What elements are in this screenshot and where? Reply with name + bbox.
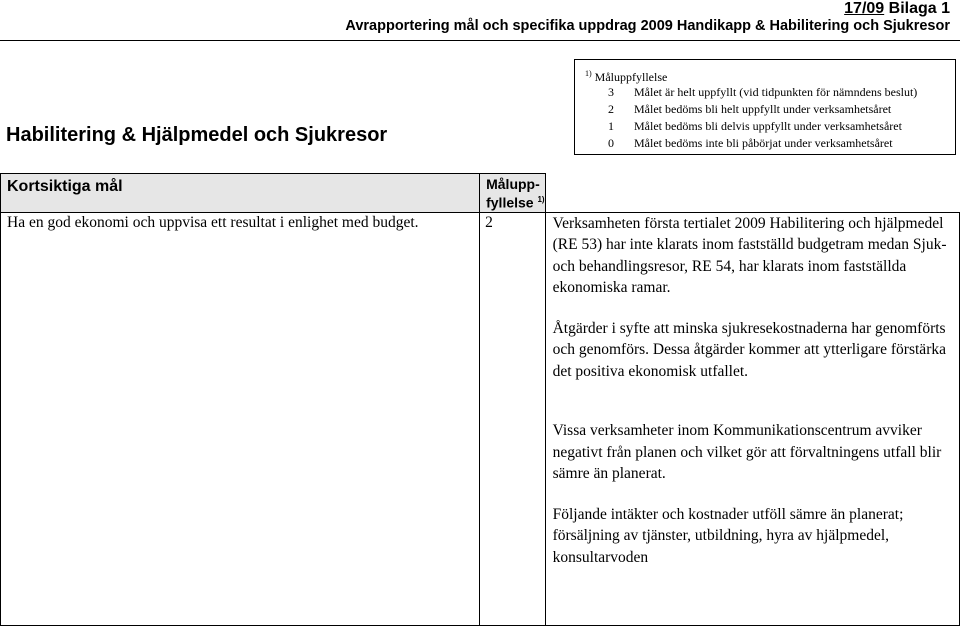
goal-fulfillment-legend	[574, 59, 956, 155]
legend-row	[608, 118, 902, 134]
page-title: Habilitering & Hjälpmedel och Sjukresor	[6, 124, 388, 146]
legend-row-text: Målet bedöms bli delvis uppfyllt under verksamhetsåret	[634, 119, 902, 133]
col-header-footnote-mark: 1)	[537, 195, 545, 204]
legend-row-text: Målet bedöms bli helt uppfyllt under verksamhetsåret	[634, 102, 892, 116]
document-subtitle: Avrapportering mål och specifika uppdrag 2009 Handikapp & Habilitering och Sjukresor	[345, 18, 950, 34]
legend-row-num: 1	[608, 119, 614, 133]
comment-paragraph: Verksamheten första tertialet 2009 Habilitering och hjälpmedel (RE 53) har inte klarats inom fastställd budgetram medan Sjuk- och behandlingsresor, RE 54, har klarats inom fastställda ekonomiska ramar.	[552, 214, 947, 297]
header-cell-goals	[1, 174, 480, 213]
table-header-row	[1, 174, 960, 213]
legend-footnote-mark: 1)	[585, 69, 592, 78]
comment-paragraph: Åtgärder i syfte att minska sjukresekostnaderna har genomförts och genomförs. Dessa åtgärder kommer att ytterligare förstärka det positiva ekonomisk utfallet.	[552, 319, 946, 380]
comment-text	[546, 213, 959, 569]
legend-row-num: 2	[608, 102, 614, 116]
col-header-line2: fyllelse	[486, 194, 534, 211]
legend-row	[608, 84, 917, 100]
bilaga-number: 17/09	[844, 0, 885, 17]
fulfillment-cell	[480, 212, 546, 625]
comment-paragraph: Vissa verksamheter inom Kommunikationscentrum avviker negativt från planen och vilket gör att förvaltningens utfall blir sämre än planerat.	[552, 422, 942, 483]
header-divider	[0, 40, 960, 41]
comment-paragraph: Följande intäkter och kostnader utföll sämre än planerat; försäljning av tjänster, utbildning, hyra av hjälpmedel, konsultarvoden	[552, 505, 904, 566]
col-header-line1: Målupp-	[486, 176, 540, 192]
document-tag	[844, 0, 950, 18]
bilaga-label: Bilaga 1	[888, 0, 950, 17]
legend-row-num: 0	[608, 136, 614, 150]
col-header-goals: Kortsiktiga mål	[7, 178, 123, 195]
legend-row	[608, 135, 893, 151]
col-header-fulfillment	[480, 174, 545, 212]
fulfillment-value: 2	[485, 213, 493, 231]
goal-text: Ha en god ekonomi och uppvisa ett resultat i enlighet med budget.	[7, 213, 419, 231]
legend-row	[608, 101, 891, 117]
comment-cell	[545, 212, 959, 625]
header-cell-fulfillment	[480, 174, 546, 213]
legend-heading-text: Måluppfyllelse	[594, 70, 668, 84]
legend-row-num: 3	[608, 85, 614, 99]
legend-row-text: Målet är helt uppfyllt (vid tidpunkten för nämndens beslut)	[634, 85, 918, 99]
goals-table	[0, 173, 960, 626]
legend-heading	[585, 66, 667, 85]
legend-row-text: Målet bedöms inte bli påbörjat under verksamhetsåret	[634, 136, 893, 150]
table-row	[1, 212, 960, 625]
header-cell-empty	[545, 174, 959, 213]
goal-cell	[1, 212, 480, 625]
